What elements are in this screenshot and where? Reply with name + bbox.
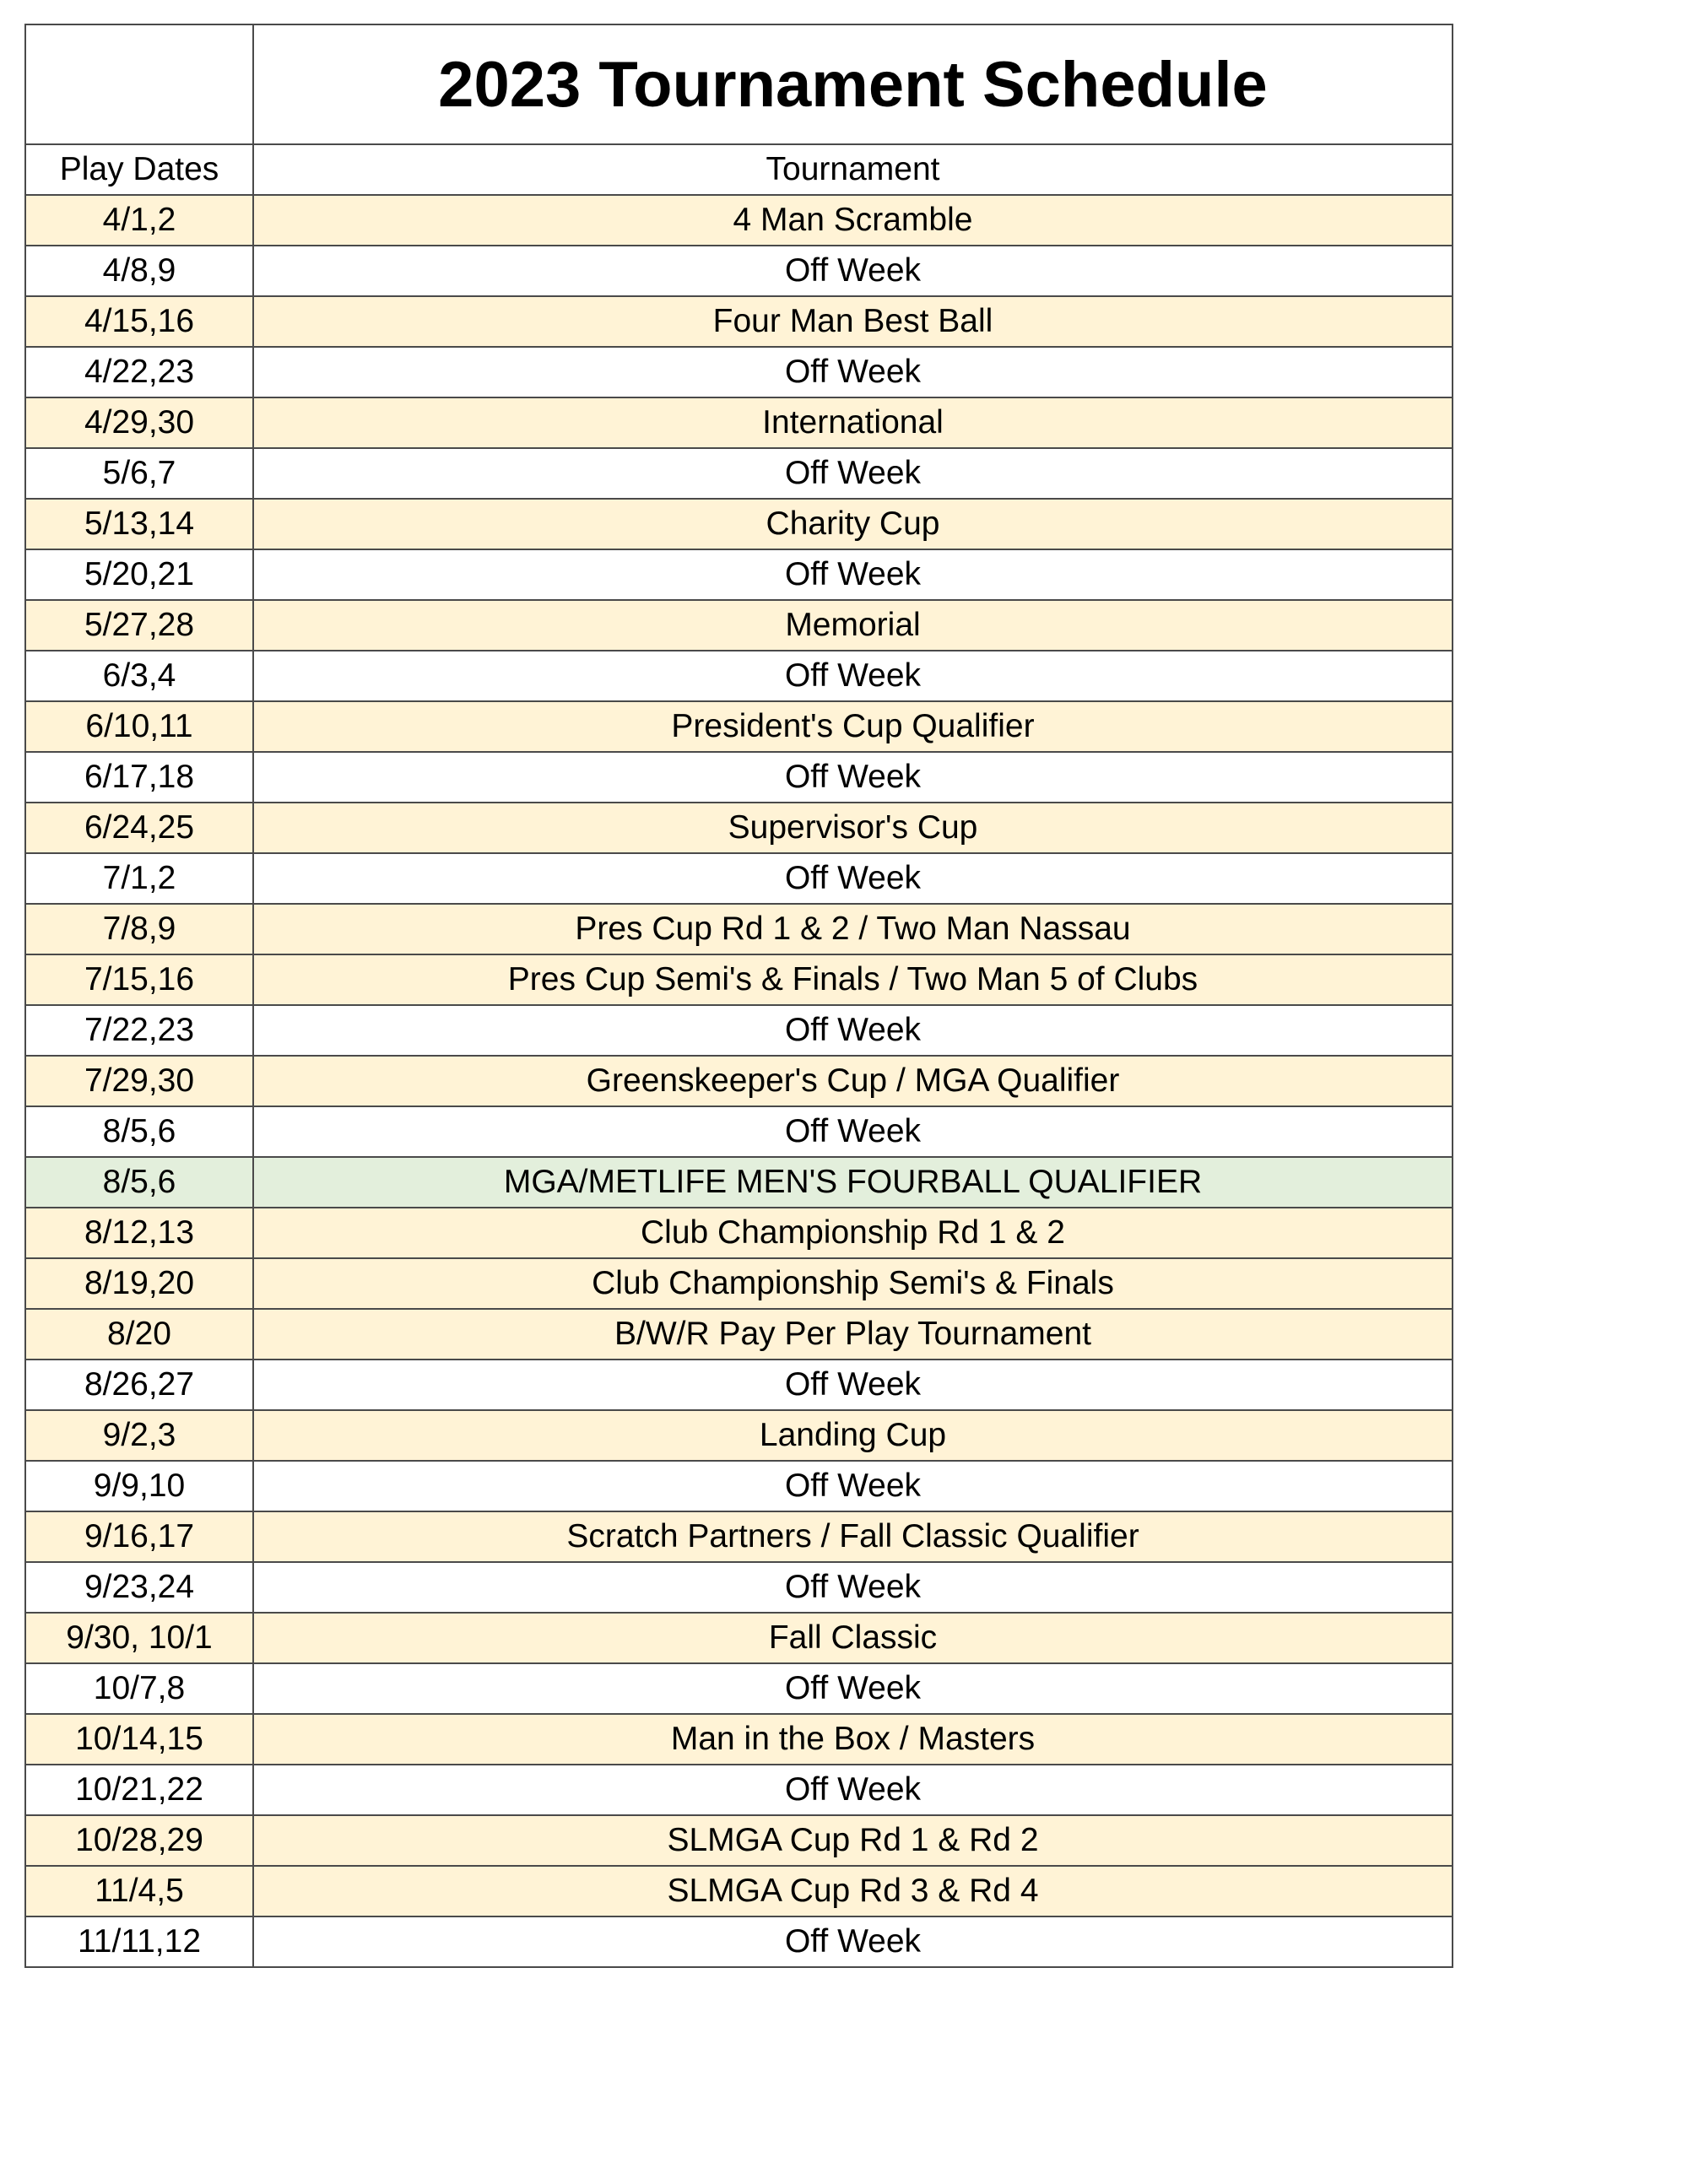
tournament-cell: Scratch Partners / Fall Classic Qualifier (253, 1511, 1453, 1562)
tournament-cell: Off Week (253, 1360, 1453, 1410)
play-date-cell: 4/8,9 (25, 246, 253, 296)
play-date-cell: 9/16,17 (25, 1511, 253, 1562)
play-date-cell: 11/4,5 (25, 1866, 253, 1916)
table-row (25, 651, 1453, 701)
table-row (25, 1562, 1453, 1613)
tournament-cell: Landing Cup (253, 1410, 1453, 1461)
play-date-cell: 8/5,6 (25, 1106, 253, 1157)
header-tournament: Tournament (253, 144, 1453, 195)
table-row (25, 1511, 1453, 1562)
table-row (25, 803, 1453, 853)
table-row (25, 701, 1453, 752)
tournament-cell: Memorial (253, 600, 1453, 651)
tournament-cell: SLMGA Cup Rd 1 & Rd 2 (253, 1815, 1453, 1866)
header-play-dates: Play Dates (25, 144, 253, 195)
play-date-cell: 7/8,9 (25, 904, 253, 954)
play-date-cell: 9/30, 10/1 (25, 1613, 253, 1663)
table-row (25, 397, 1453, 448)
tournament-cell: 4 Man Scramble (253, 195, 1453, 246)
play-date-cell: 5/27,28 (25, 600, 253, 651)
tournament-cell: Supervisor's Cup (253, 803, 1453, 853)
play-date-cell: 7/22,23 (25, 1005, 253, 1056)
tournament-cell: Off Week (253, 1562, 1453, 1613)
table-row (25, 1461, 1453, 1511)
tournament-cell: Club Championship Rd 1 & 2 (253, 1208, 1453, 1258)
table-row (25, 1056, 1453, 1106)
play-date-cell: 7/1,2 (25, 853, 253, 904)
play-date-cell: 8/26,27 (25, 1360, 253, 1410)
play-date-cell: 10/14,15 (25, 1714, 253, 1765)
play-date-cell: 8/12,13 (25, 1208, 253, 1258)
table-row (25, 904, 1453, 954)
table-row (25, 195, 1453, 246)
table-row (25, 1309, 1453, 1360)
tournament-cell: SLMGA Cup Rd 3 & Rd 4 (253, 1866, 1453, 1916)
tournament-cell: Greenskeeper's Cup / MGA Qualifier (253, 1056, 1453, 1106)
play-date-cell: 8/19,20 (25, 1258, 253, 1309)
tournament-cell: Off Week (253, 347, 1453, 397)
play-date-cell: 9/9,10 (25, 1461, 253, 1511)
play-date-cell: 10/21,22 (25, 1765, 253, 1815)
table-row (25, 1916, 1453, 1967)
header-row (25, 144, 1453, 195)
table-row (25, 296, 1453, 347)
tournament-cell: Off Week (253, 448, 1453, 499)
title-row (25, 24, 1453, 144)
play-date-cell: 8/20 (25, 1309, 253, 1360)
play-date-cell: 4/1,2 (25, 195, 253, 246)
tournament-cell: Fall Classic (253, 1613, 1453, 1663)
table-row (25, 1258, 1453, 1309)
tournament-cell: Four Man Best Ball (253, 296, 1453, 347)
play-date-cell: 9/23,24 (25, 1562, 253, 1613)
tournament-cell: Off Week (253, 853, 1453, 904)
table-row (25, 1360, 1453, 1410)
schedule-table (24, 24, 1453, 1968)
play-date-cell: 8/5,6 (25, 1157, 253, 1208)
play-date-cell: 9/2,3 (25, 1410, 253, 1461)
play-date-cell: 4/22,23 (25, 347, 253, 397)
page-title: 2023 Tournament Schedule (253, 24, 1453, 144)
play-date-cell: 5/6,7 (25, 448, 253, 499)
schedule-body (25, 24, 1453, 1967)
tournament-cell: President's Cup Qualifier (253, 701, 1453, 752)
table-row (25, 1005, 1453, 1056)
table-row (25, 1208, 1453, 1258)
table-row (25, 954, 1453, 1005)
table-row (25, 1765, 1453, 1815)
tournament-cell: International (253, 397, 1453, 448)
tournament-cell: Off Week (253, 1765, 1453, 1815)
tournament-cell: Off Week (253, 752, 1453, 803)
table-row (25, 1714, 1453, 1765)
tournament-cell: Pres Cup Rd 1 & 2 / Two Man Nassau (253, 904, 1453, 954)
table-row (25, 1410, 1453, 1461)
play-date-cell: 6/17,18 (25, 752, 253, 803)
play-date-cell: 10/7,8 (25, 1663, 253, 1714)
play-date-cell: 5/20,21 (25, 549, 253, 600)
play-date-cell: 4/29,30 (25, 397, 253, 448)
tournament-cell: Off Week (253, 549, 1453, 600)
tournament-cell: Off Week (253, 1916, 1453, 1967)
tournament-cell: Club Championship Semi's & Finals (253, 1258, 1453, 1309)
table-row (25, 549, 1453, 600)
tournament-cell: Pres Cup Semi's & Finals / Two Man 5 of Clubs (253, 954, 1453, 1005)
table-row (25, 1613, 1453, 1663)
tournament-cell: Off Week (253, 1005, 1453, 1056)
play-date-cell: 6/24,25 (25, 803, 253, 853)
play-date-cell: 10/28,29 (25, 1815, 253, 1866)
tournament-cell: Charity Cup (253, 499, 1453, 549)
table-row (25, 246, 1453, 296)
table-row (25, 499, 1453, 549)
play-date-cell: 7/29,30 (25, 1056, 253, 1106)
play-date-cell: 5/13,14 (25, 499, 253, 549)
tournament-cell: B/W/R Pay Per Play Tournament (253, 1309, 1453, 1360)
tournament-cell: Off Week (253, 651, 1453, 701)
table-row (25, 600, 1453, 651)
play-date-cell: 4/15,16 (25, 296, 253, 347)
title-blank-cell (25, 24, 253, 144)
play-date-cell: 11/11,12 (25, 1916, 253, 1967)
table-row (25, 1663, 1453, 1714)
table-row (25, 1157, 1453, 1208)
table-row (25, 1106, 1453, 1157)
tournament-cell: Off Week (253, 1461, 1453, 1511)
play-date-cell: 7/15,16 (25, 954, 253, 1005)
table-row (25, 347, 1453, 397)
tournament-cell: Man in the Box / Masters (253, 1714, 1453, 1765)
tournament-cell: Off Week (253, 1106, 1453, 1157)
table-row (25, 1815, 1453, 1866)
tournament-cell: MGA/METLIFE MEN'S FOURBALL QUALIFIER (253, 1157, 1453, 1208)
table-row (25, 853, 1453, 904)
table-row (25, 752, 1453, 803)
play-date-cell: 6/3,4 (25, 651, 253, 701)
tournament-cell: Off Week (253, 246, 1453, 296)
tournament-cell: Off Week (253, 1663, 1453, 1714)
table-row (25, 448, 1453, 499)
play-date-cell: 6/10,11 (25, 701, 253, 752)
table-row (25, 1866, 1453, 1916)
